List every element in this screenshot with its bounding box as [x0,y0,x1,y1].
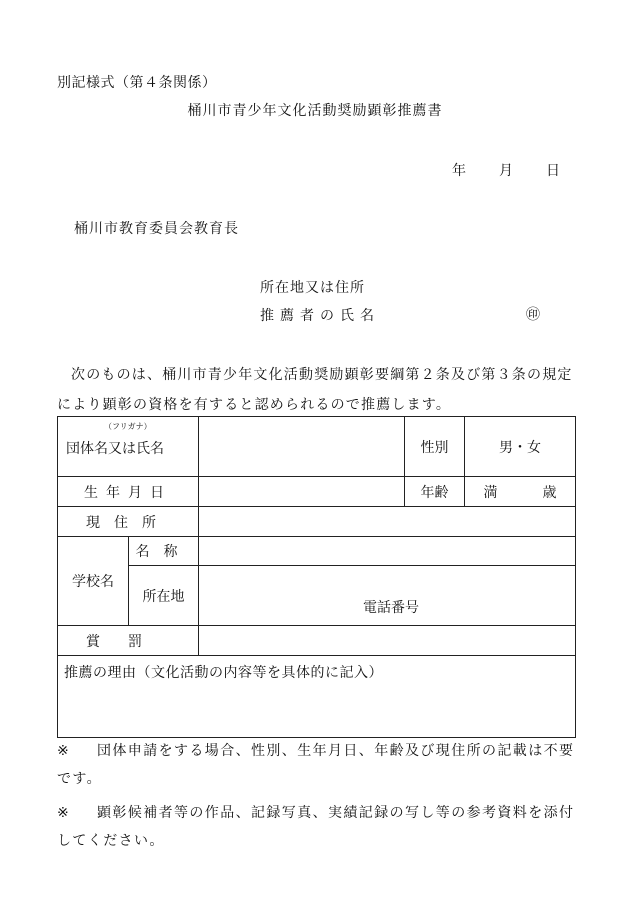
age-suffix: 歳 [542,484,557,501]
seal-mark: ㊞ [526,307,540,323]
award-field[interactable] [199,626,576,656]
table-row [58,566,576,626]
note-2 [57,799,577,855]
reason-field[interactable] [58,656,576,738]
note-mark: ※ [57,805,71,821]
address-label: 現住所 [58,507,199,537]
birthdate-field[interactable] [199,477,405,507]
note-mark: ※ [57,743,71,759]
date-month-label: 月 [499,163,513,179]
age-field[interactable] [465,477,576,507]
table-row [58,626,576,656]
recommender-name-label: 推薦者の氏名 [260,308,380,324]
recommender-address-label: 所在地又は住所 [260,280,365,296]
addressee: 桶川市教育委員会教育長 [74,221,239,237]
group-name-label-cell [58,417,199,477]
school-location-label: 所在地 [129,566,199,626]
birthdate-label: 生年月日 [58,477,199,507]
note-text: 団体申請をする場合、性別、生年月日、年齢及び現住所の記載は不要です。 [57,743,575,787]
phone-label: 電話番号 [363,599,419,616]
table-row [58,477,576,507]
form-label: 別記様式（第４条関係） [57,75,217,91]
award-label: 賞罰 [58,626,199,656]
note-text: 顕彰候補者等の作品、記録写真、実績記録の写し等の参考資料を添付してください。 [57,805,575,849]
address-field[interactable] [199,507,576,537]
body-text: 次のものは、桶川市青少年文化活動奨励顕彰要綱第２条及び第３条の規定により顕彰の資格を有すると認められるので推薦します。 [57,367,573,413]
table-row [58,417,576,477]
furigana-label: （フリガナ） [104,422,152,431]
group-name-label: 団体名又は氏名 [66,441,164,457]
document-title: 桶川市青少年文化活動奨励顕彰推薦書 [187,103,443,119]
age-label: 年齢 [405,477,465,507]
table-row [58,656,576,738]
date-year-label: 年 [452,163,466,179]
gender-value[interactable]: 男・女 [465,417,576,477]
group-name-field[interactable] [199,417,405,477]
table-row [58,537,576,566]
table-row [58,507,576,537]
gender-label: 性別 [405,417,465,477]
recommendation-form-table [57,416,576,738]
date-day-label: 日 [546,163,560,179]
school-name-label: 名称 [129,537,199,566]
school-label: 学校名 [58,537,129,626]
note-1 [57,737,577,793]
school-name-field[interactable] [199,537,576,566]
school-location-field[interactable] [199,566,576,626]
age-prefix: 満 [483,484,498,501]
reason-label: 推薦の理由（文化活動の内容等を具体的に記入） [64,665,383,681]
